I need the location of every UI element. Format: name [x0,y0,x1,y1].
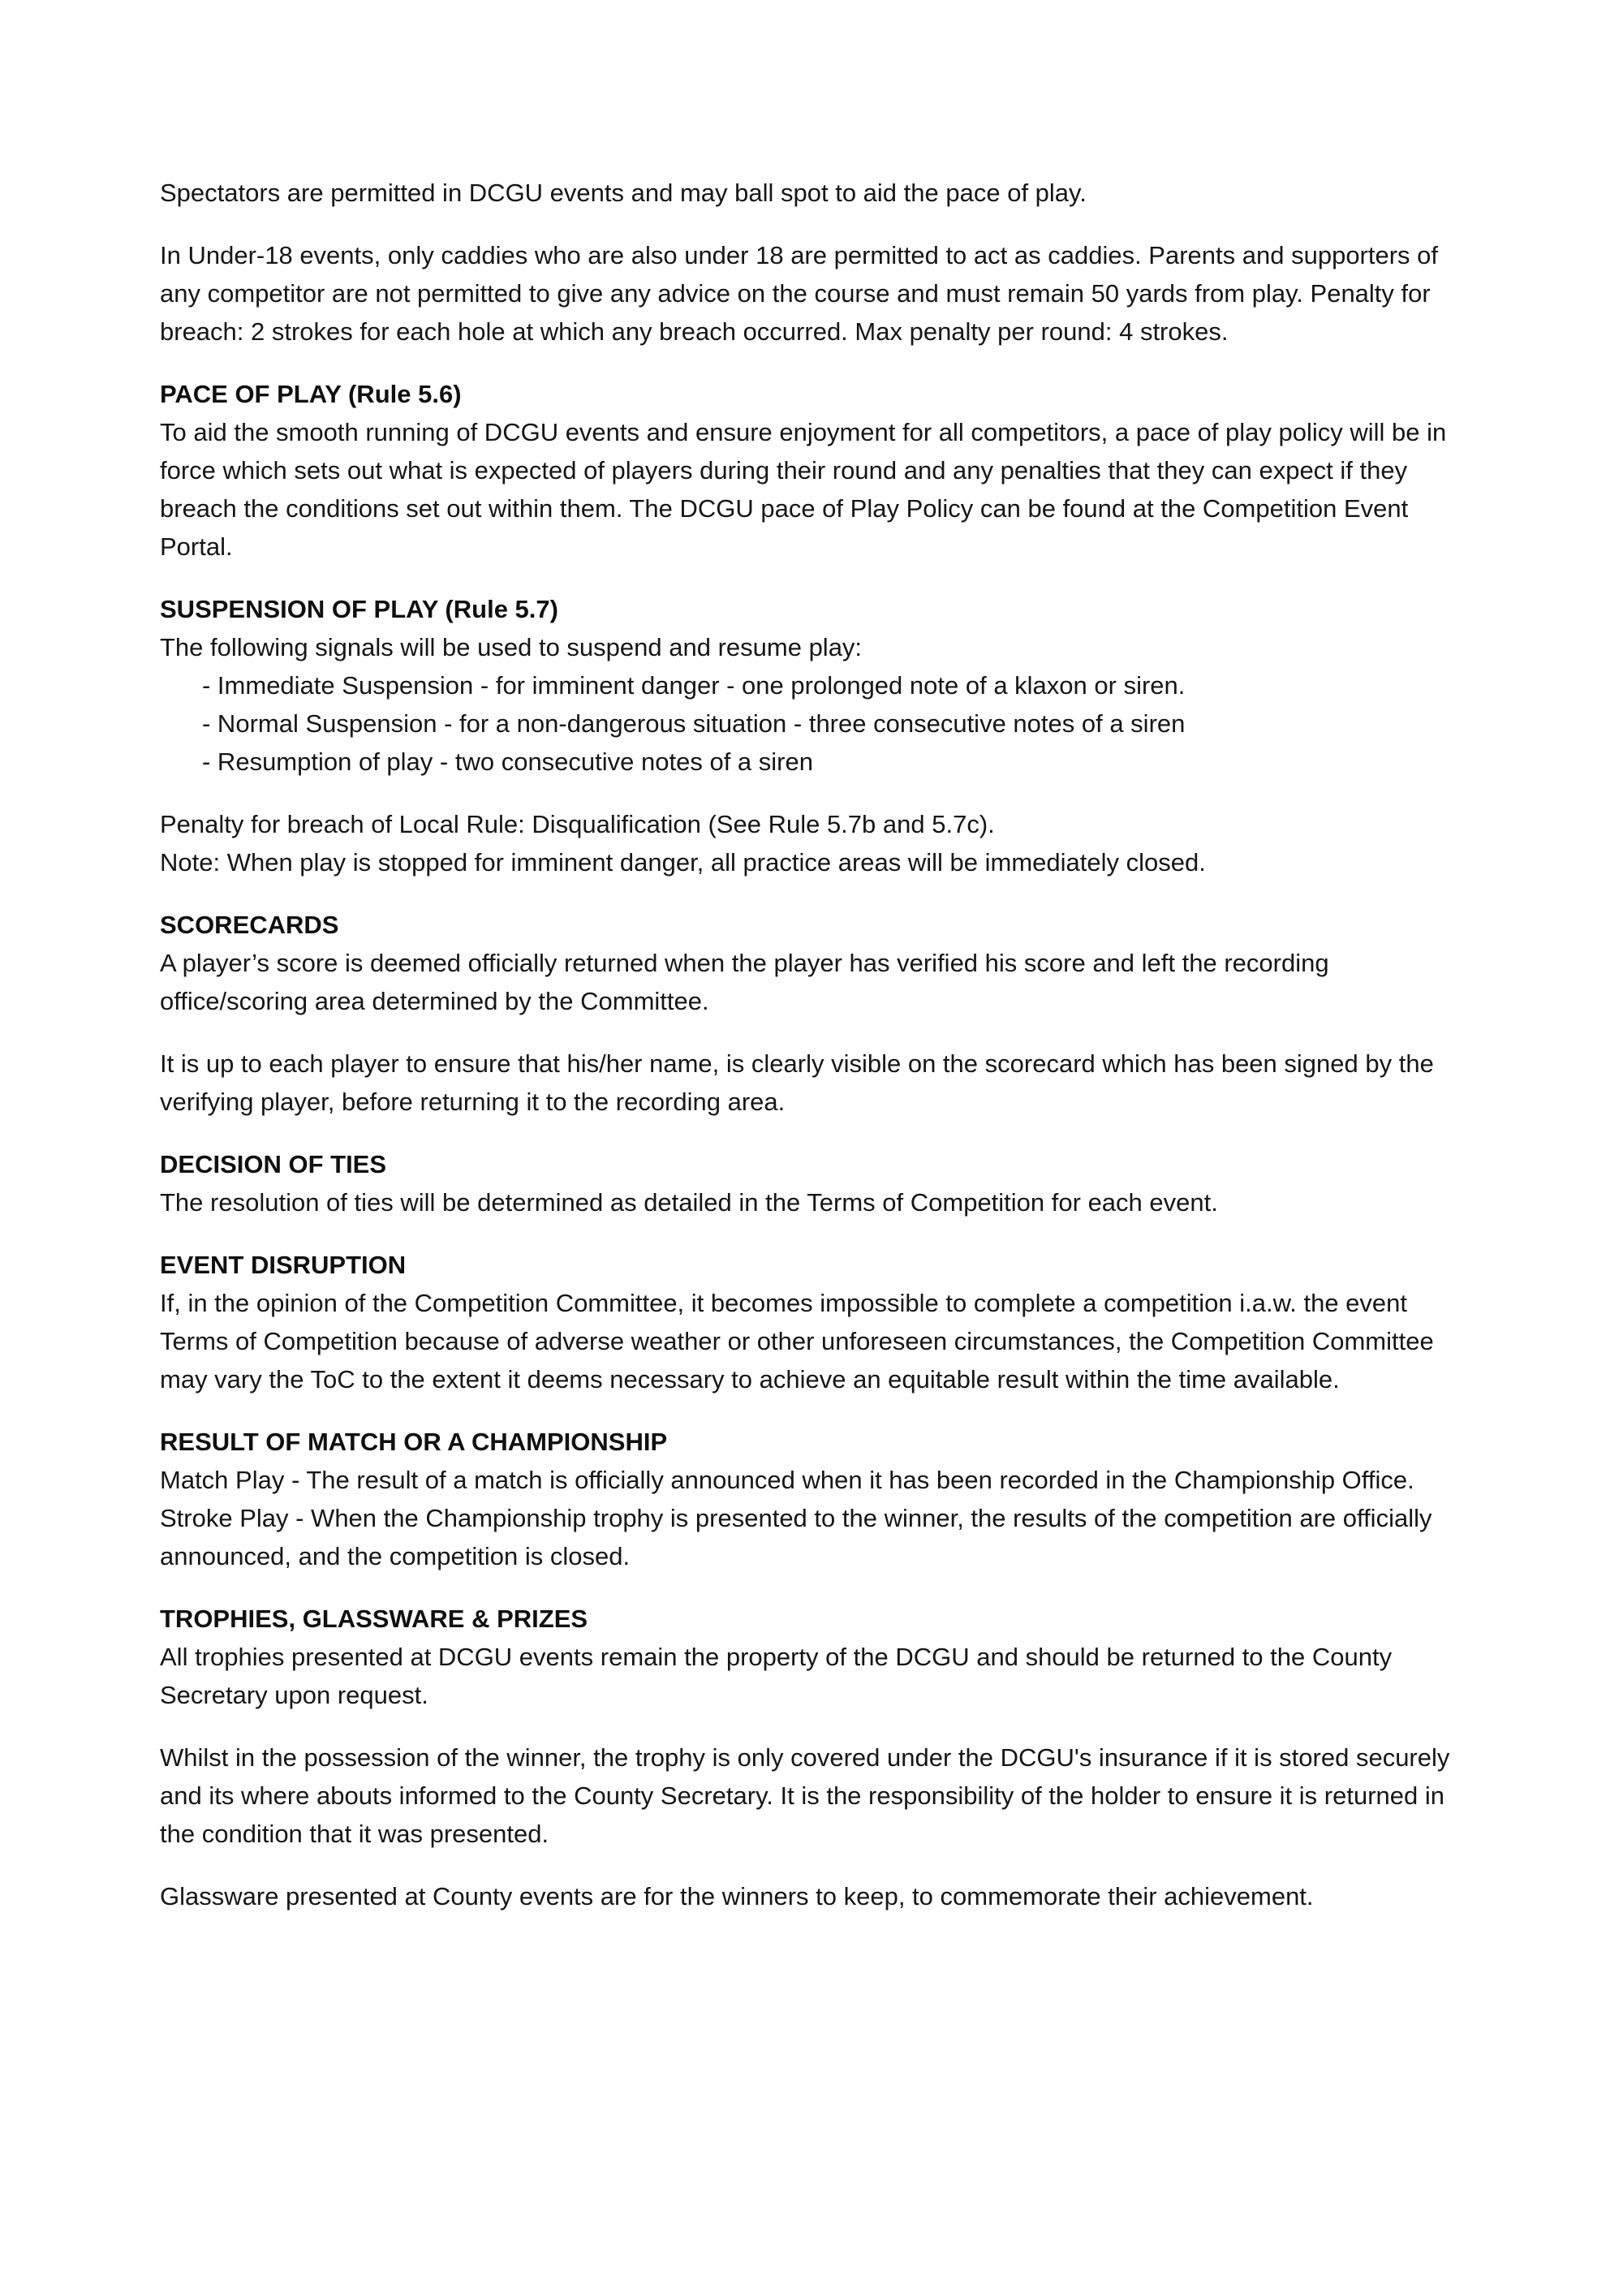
signal-list [160,666,1479,781]
section-heading: RESULT OF MATCH OR A CHAMPIONSHIP [160,1428,668,1456]
paragraph: Spectators are permitted in DCGU events and may ball spot to aid the pace of play. [160,179,1087,207]
paragraph: Penalty for breach of Local Rule: Disqualification (See Rule 5.7b and 5.7c). Note: When play is stopped for imminent danger, all practice areas will be immediately closed. [160,810,1206,877]
paragraph: The resolution of ties will be determined as detailed in the Terms of Competition for each event. [160,1188,1218,1217]
list-item: - Immediate Suspension - for imminent danger - one prolonged note of a klaxon or siren. [202,671,1186,700]
paragraph: Glassware presented at County events are for the winners to keep, to commemorate their achievement. [160,1882,1314,1910]
section-heading: PACE OF PLAY (Rule 5.6) [160,380,462,408]
paragraph: If, in the opinion of the Competition Committee, it becomes impossible to complete a competition i.a.w. the event Terms of Competition because of adverse weather or other unforeseen circumstances, the Competition Committee may vary the ToC to the extent it deems necessary to achieve an equitable result within the time available. [160,1289,1434,1394]
paragraph: A player’s score is deemed officially returned when the player has verified his score and left the recording office/scoring area determined by the Committee. [160,949,1329,1015]
list-item: - Normal Suspension - for a non-dangerous situation - three consecutive notes of a siren [202,709,1186,738]
paragraph: It is up to each player to ensure that his/her name, is clearly visible on the scorecard which has been signed by the verifying player, before returning it to the recording area. [160,1049,1434,1116]
paragraph: Match Play - The result of a match is officially announced when it has been recorded in the Championship Office. Stroke Play - When the Championship trophy is presented to the winner, the results of the competition are officially announced, and the competition is closed. [160,1466,1432,1570]
section-heading: SUSPENSION OF PLAY (Rule 5.7) [160,595,558,623]
paragraph: The following signals will be used to suspend and resume play: [160,633,863,661]
paragraph: To aid the smooth running of DCGU events and ensure enjoyment for all competitors, a pace of play policy will be in force which sets out what is expected of players during their round and any penalties that they can expect if they breach the conditions set out within them. The DCGU pace of Play Policy can be found at the Competition Event Portal. [160,418,1447,561]
paragraph: All trophies presented at DCGU events remain the property of the DCGU and should be returned to the County Secretary upon request. [160,1643,1393,1709]
paragraph: In Under-18 events, only caddies who are also under 18 are permitted to act as caddies. Parents and supporters of any competitor are not permitted to give any advice on the course and must remain 50 yards from play. Penalty for breach: 2 strokes for each hole at which any breach occurred. Max penalty per round: 4 strokes. [160,241,1439,346]
section-heading: TROPHIES, GLASSWARE & PRIZES [160,1605,588,1633]
section-heading: EVENT DISRUPTION [160,1251,407,1279]
document-content [160,174,1479,1915]
section-heading: SCORECARDS [160,911,339,939]
list-item: - Resumption of play - two consecutive notes of a siren [202,747,813,776]
section-heading: DECISION OF TIES [160,1150,387,1178]
paragraph: Whilst in the possession of the winner, the trophy is only covered under the DCGU's insurance if it is stored securely and its where abouts informed to the County Secretary. It is the responsibility of the holder to ensure it is returned in the condition that it was presented. [160,1743,1450,1848]
